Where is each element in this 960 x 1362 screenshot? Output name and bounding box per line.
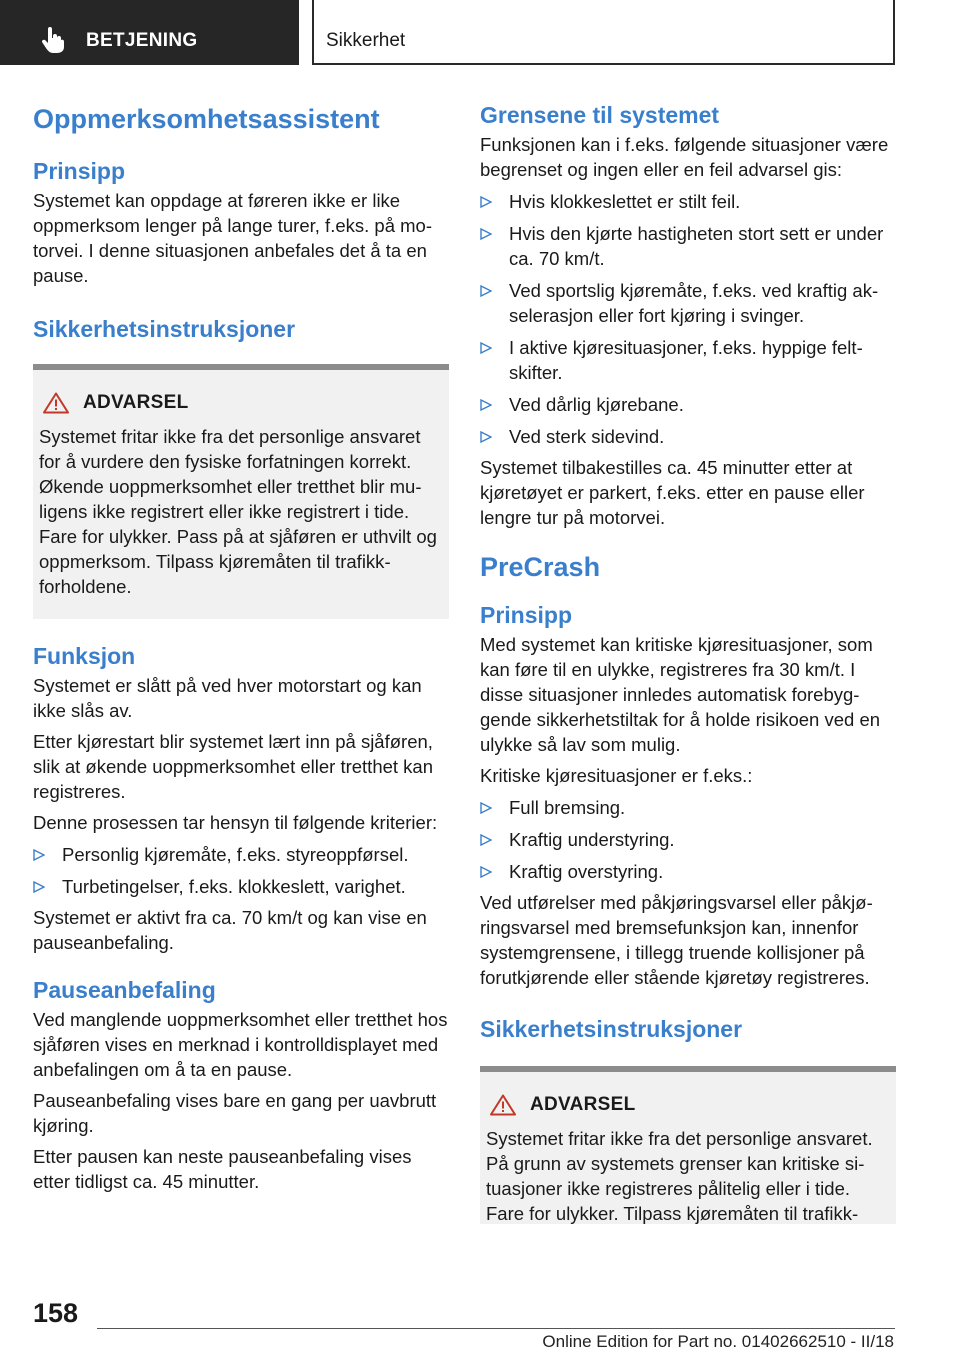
hand-pointer-icon — [40, 27, 66, 53]
function-paragraph: Etter kjørestart blir systemet lært inn på sjåføren, slik at økende uoppmerksomhet eller tretthet kan registreres. — [33, 731, 433, 802]
list-item-text: Ved sterk sidevind. — [509, 426, 665, 447]
safety-heading-right: Sikkerhetsinstruksjoner — [480, 1016, 743, 1042]
list-item-text: Ved sportslig kjøremåte, f.eks. ved kraftig akselerasjon eller fort kjøring i svinger. — [509, 280, 879, 326]
principle-text: Systemet kan oppdage at føreren ikke er like oppmerksom lenger på lange turer, f.eks. på motorvei. I denne situasjonen anbefales det å ta en pause. — [33, 190, 432, 286]
list-item — [480, 221, 896, 271]
warning-triangle-icon — [490, 1094, 516, 1116]
section-title: Sikkerhet — [326, 30, 406, 51]
warning-text: Systemet fritar ikke fra det personlige ansvaret. På grunn av systemets grenser kan kritiske situasjoner ikke registreres pålitelig eller i tide. Fare for ulykker. Tilpass kjøremåten til trafikk- — [486, 1128, 873, 1224]
triangle-bullet-icon — [480, 431, 492, 443]
left-column — [33, 100, 449, 1194]
limits-heading: Grensene til systemet — [480, 102, 720, 128]
warning-label: ADVARSEL — [83, 392, 189, 413]
warning-header — [43, 392, 441, 414]
list-item — [480, 278, 896, 328]
list-item-text: Turbetingelser, f.eks. klokkeslett, varighet. — [62, 876, 406, 897]
triangle-bullet-icon — [480, 228, 492, 240]
warning-label: ADVARSEL — [530, 1094, 636, 1115]
critical-intro: Kritiske kjøresituasjoner er f.eks.: — [480, 765, 753, 786]
warning-box — [480, 1066, 896, 1224]
safety-heading: Sikkerhetsinstruksjoner — [33, 316, 296, 342]
chapter-title: BETJENING — [86, 30, 198, 51]
list-item — [33, 874, 449, 899]
edition-text: Online Edition for Part no. 01402662510 - II/18 — [542, 1332, 894, 1351]
limits-intro: Funksjonen kan i f.eks. følgende situasjoner være begrenset og ingen eller en feil advarsel gis: — [480, 134, 889, 180]
limits-reset-text: Systemet tilbakestilles ca. 45 minutter etter at kjøretøyet er parkert, f.eks. etter en pause eller lengre tur på motorvei. — [480, 457, 865, 528]
triangle-bullet-icon — [480, 866, 492, 878]
triangle-bullet-icon — [33, 849, 45, 861]
critical-text: Ved utførelser med påkjøringsvarsel eller påkjøringsvarsel med bremsefunksjon kan, innenfor systemgrensene, i tillegg truende kollisjoner på forutkjørende eller stående kjøretøy registreres. — [480, 892, 873, 988]
triangle-bullet-icon — [480, 834, 492, 846]
list-item-text: Kraftig understyring. — [509, 829, 675, 850]
triangle-bullet-icon — [480, 285, 492, 297]
list-item — [480, 424, 896, 449]
function-heading: Funksjon — [33, 643, 136, 669]
list-item — [480, 189, 896, 214]
warning-box — [33, 364, 449, 619]
page-number: 158 — [33, 1298, 79, 1328]
pause-paragraph: Pauseanbefaling vises bare en gang per uavbrutt kjøring. — [33, 1090, 437, 1136]
triangle-bullet-icon — [33, 881, 45, 893]
warning-triangle-icon — [43, 392, 69, 414]
pause-heading: Pauseanbefaling — [33, 977, 216, 1003]
warning-text: Systemet fritar ikke fra det personlige ansvaret for å vurdere den fysiske forfatningen korrekt. Økende uoppmerksomhet eller tretthet blir muligens ikke registrert eller ikke registrert i tide. Fare for ulykker. Pass på at sjåføren er uthvilt og oppmerksom. Tilpass kjøremåten til trafikkforholdene. — [39, 426, 437, 597]
function-paragraph: Systemet er slått på ved hver motorstart og kan ikke slås av. — [33, 675, 422, 721]
list-item-text: Kraftig overstyring. — [509, 861, 664, 882]
precrash-principle-heading: Prinsipp — [480, 602, 573, 628]
list-item — [33, 842, 449, 867]
precrash-principle-text: Med systemet kan kritiske kjøresituasjoner, som kan føre til en ulykke, registreres fra 30 km/t. I disse situasjoner innledes automatisk forebyggende sikkerhetstiltak for å holde risikoen ved en ulykke så lav som mulig. — [480, 634, 881, 755]
triangle-bullet-icon — [480, 802, 492, 814]
triangle-bullet-icon — [480, 399, 492, 411]
list-item — [480, 795, 896, 820]
list-item — [480, 827, 896, 852]
critical-list — [480, 795, 896, 884]
list-item — [480, 392, 896, 417]
list-item-text: Hvis den kjørte hastigheten stort sett er under ca. 70 km/t. — [509, 223, 884, 269]
right-column — [480, 100, 896, 1224]
list-item-text: Personlig kjøremåte, f.eks. styreoppførsel. — [62, 844, 409, 865]
pause-paragraph: Etter pausen kan neste pauseanbefaling vises etter tidligst ca. 45 minutter. — [33, 1146, 412, 1192]
list-item — [480, 335, 896, 385]
triangle-bullet-icon — [480, 342, 492, 354]
warning-header — [490, 1094, 888, 1116]
function-paragraph: Systemet er aktivt fra ca. 70 km/t og kan vise en pauseanbefaling. — [33, 907, 427, 953]
section-header — [312, 0, 895, 65]
list-item-text: Hvis klokkeslettet er stilt feil. — [509, 191, 741, 212]
footer-divider — [97, 1328, 895, 1329]
criteria-list — [33, 842, 449, 899]
chapter-tab — [0, 0, 299, 65]
page-title: Oppmerksomhetsassistent — [33, 104, 380, 134]
list-item-text: Ved dårlig kjørebane. — [509, 394, 684, 415]
function-paragraph: Denne prosessen tar hensyn til følgende kriterier: — [33, 812, 438, 833]
pause-paragraph: Ved manglende uoppmerksomhet eller tretthet hos sjåføren vises en merknad i kontrolldisplayet med anbefalingen om å ta en pause. — [33, 1009, 448, 1080]
triangle-bullet-icon — [480, 196, 492, 208]
principle-heading: Prinsipp — [33, 158, 126, 184]
limits-list — [480, 189, 896, 449]
list-item-text: I aktive kjøresituasjoner, f.eks. hyppige feltskifter. — [509, 337, 863, 383]
list-item — [480, 859, 896, 884]
precrash-title: PreCrash — [480, 552, 601, 582]
list-item-text: Full bremsing. — [509, 797, 626, 818]
